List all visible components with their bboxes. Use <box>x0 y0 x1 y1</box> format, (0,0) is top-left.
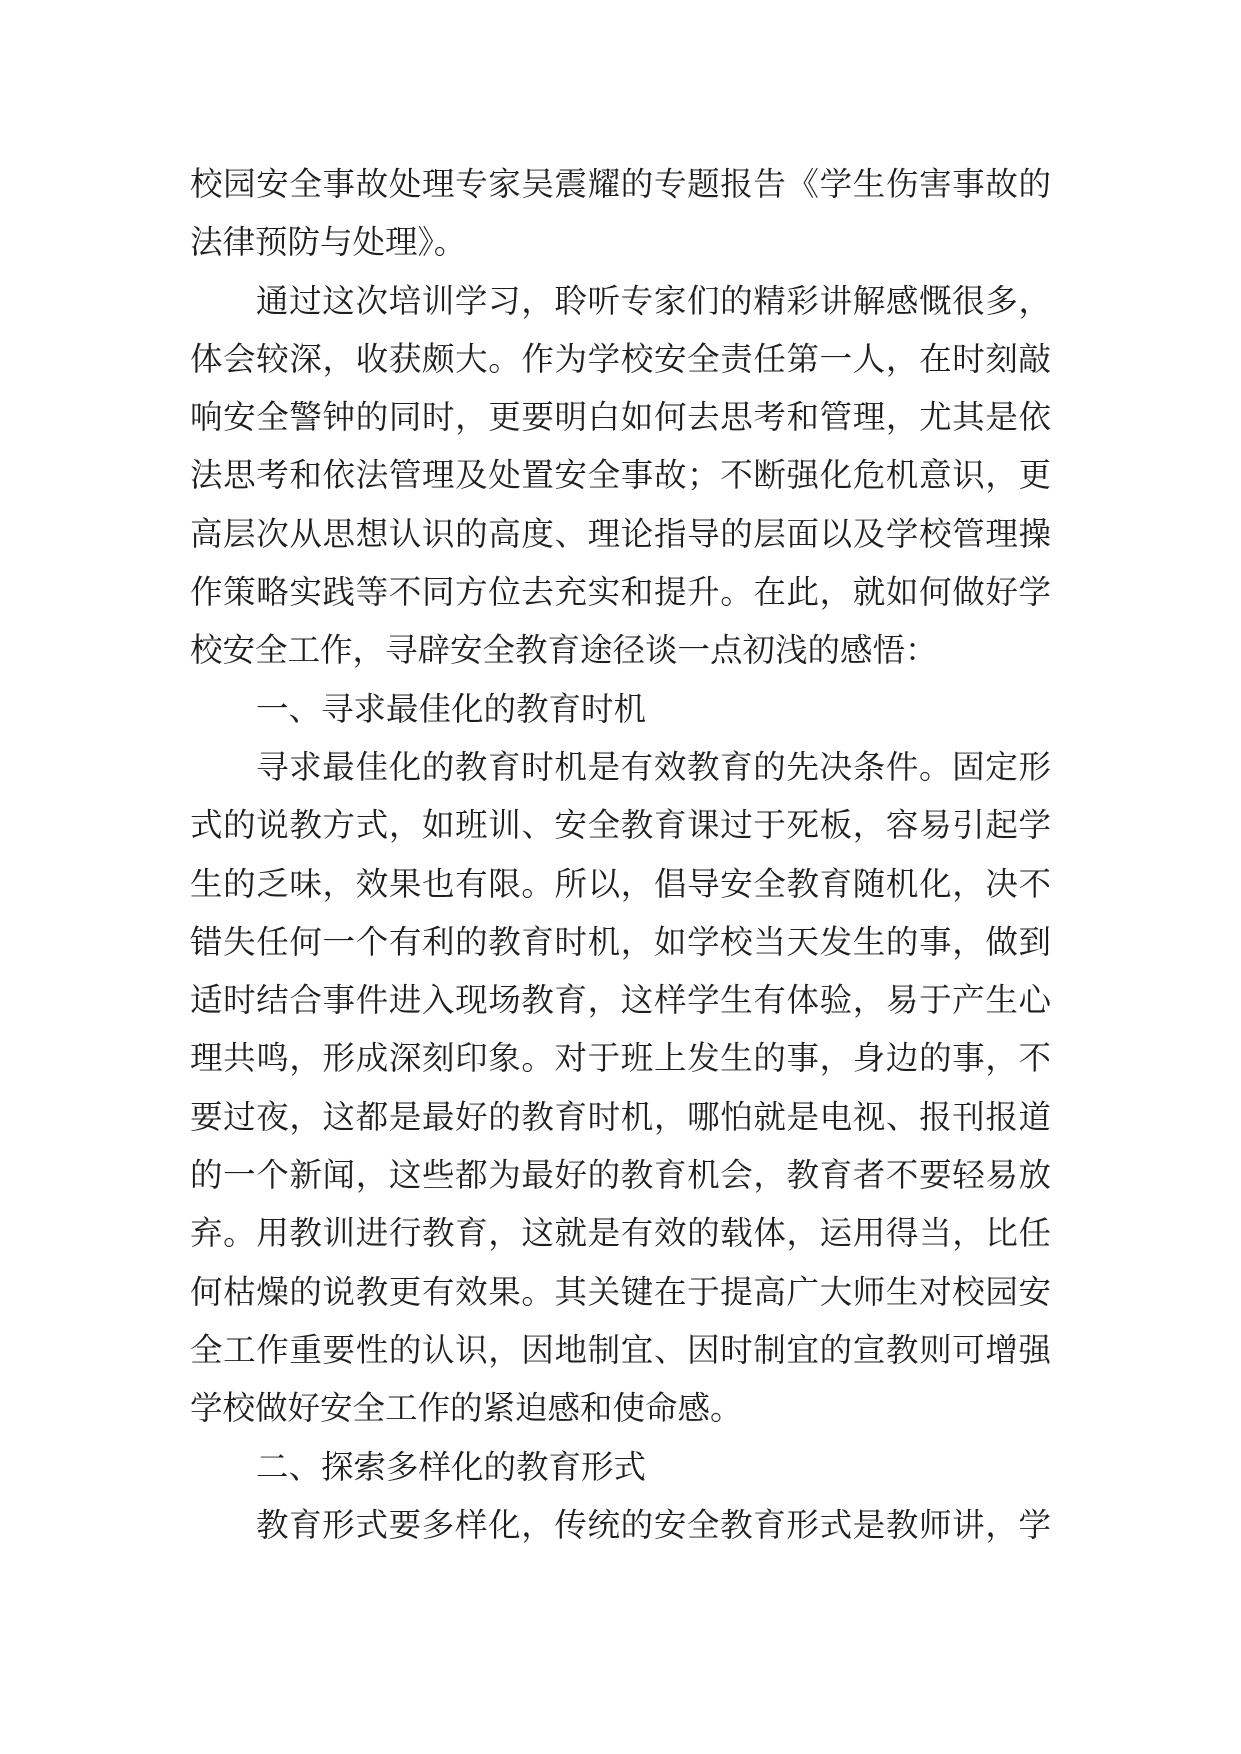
text-line: 适时结合事件进入现场教育，这样学生有体验，易于产生心 <box>190 981 1051 1020</box>
text-line: 通过这次培训学习，聆听专家们的精彩讲解感慨很多， <box>256 281 1051 320</box>
text-line: 学校做好安全工作的紧迫感和使命感。 <box>190 1389 743 1428</box>
text-line: 的一个新闻，这些都为最好的教育机会，教育者不要轻易放 <box>190 1156 1051 1195</box>
paragraph <box>190 1496 1051 1554</box>
text-line: 理共鸣，形成深刻印象。对于班上发生的事，身边的事，不 <box>190 1039 1051 1078</box>
text-line: 响安全警钟的同时，更要明白如何去思考和管理，尤其是依 <box>190 398 1051 437</box>
section-heading <box>190 680 1051 738</box>
text-line: 作策略实践等不同方位去充实和提升。在此，就如何做好学 <box>190 573 1051 612</box>
text-line: 法律预防与处理》。 <box>190 223 467 262</box>
heading-line: 二、探索多样化的教育形式 <box>256 1447 647 1486</box>
text-line: 何枯燥的说教更有效果。其关键在于提高广大师生对校园安 <box>190 1272 1051 1311</box>
text-line: 错失任何一个有利的教育时机，如学校当天发生的事，做到 <box>190 922 1051 961</box>
text-line: 要过夜，这都是最好的教育时机，哪怕就是电视、报刊报道 <box>190 1097 1051 1136</box>
text-line: 教育形式要多样化，传统的安全教育形式是教师讲，学 <box>256 1505 1051 1544</box>
text-line: 体会较深，收获颇大。作为学校安全责任第一人，在时刻敲 <box>190 339 1051 378</box>
text-line: 校安全工作，寻辟安全教育途径谈一点初浅的感悟： <box>190 631 938 670</box>
text-line: 生的乏味，效果也有限。所以，倡导安全教育随机化，决不 <box>190 864 1051 903</box>
section-heading <box>190 1438 1051 1496</box>
text-line: 寻求最佳化的教育时机是有效教育的先决条件。固定形 <box>256 747 1051 786</box>
text-line: 校园安全事故处理专家吴震耀的专题报告《学生伤害事故的 <box>190 165 1051 203</box>
document-body <box>190 155 1051 1554</box>
text-line: 法思考和依法管理及处置安全事故；不断强化危机意识，更 <box>190 456 1051 495</box>
text-line: 式的说教方式，如班训、安全教育课过于死板，容易引起学 <box>190 806 1051 845</box>
paragraph <box>190 272 1051 680</box>
paragraph-continued <box>190 155 1051 272</box>
heading-line: 一、寻求最佳化的教育时机 <box>256 689 647 728</box>
paragraph <box>190 738 1051 1438</box>
text-line: 高层次从思想认识的高度、理论指导的层面以及学校管理操 <box>190 514 1051 553</box>
text-line: 弃。用教训进行教育，这就是有效的载体，运用得当，比任 <box>190 1214 1051 1253</box>
text-line: 全工作重要性的认识，因地制宜、因时制宜的宣教则可增强 <box>190 1330 1051 1369</box>
